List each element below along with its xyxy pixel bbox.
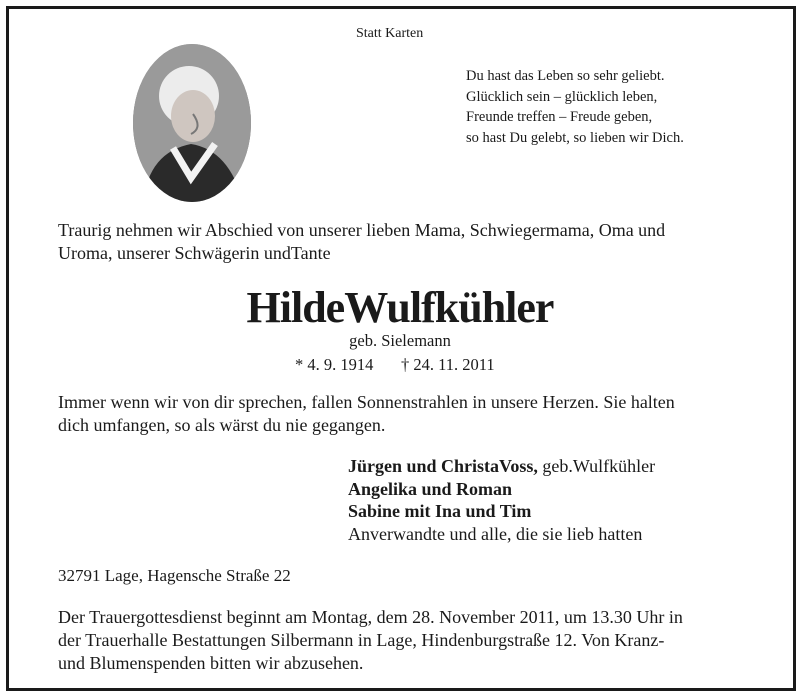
announcement-line: Uroma, unserer Schwägerin undTante <box>58 243 331 263</box>
service-line: der Trauerhalle Bestattungen Silbermann in Lage, Hindenburgstraße 12. Von Kranz- <box>58 630 665 650</box>
address: 32791 Lage, Hagensche Straße 22 <box>58 566 291 585</box>
quote-paragraph <box>58 391 748 437</box>
service-line: Der Trauergottesdienst beginnt am Montag, dem 28. November 2011, um 13.30 Uhr in <box>58 607 683 627</box>
portrait-illustration <box>133 44 251 202</box>
mourner-row <box>348 455 655 478</box>
intro-text: Statt Karten <box>356 26 424 41</box>
poem-line: Glücklich sein – glücklich leben, <box>466 88 658 105</box>
poem-line: Du hast das Leben so sehr geliebt. <box>466 68 665 84</box>
portrait-photo <box>133 44 251 202</box>
birth-name: geb. Sielemann <box>349 331 451 350</box>
poem-line: so hast Du gelebt, so lieben wir Dich. <box>466 129 684 146</box>
announcement-paragraph <box>58 219 748 265</box>
mourner-row: Angelika und Roman <box>348 478 513 499</box>
quote-line: dich umfangen, so als wärst du nie gegangen. <box>58 415 386 435</box>
death-date: † 24. 11. 2011 <box>401 355 495 374</box>
mourner-names: Jürgen und ChristaVoss, <box>348 456 538 476</box>
mourners-list <box>348 455 655 545</box>
poem-block <box>466 66 684 148</box>
quote-line: Immer wenn wir von dir sprechen, fallen Sonnenstrahlen in unsere Herzen. Sie halten <box>58 392 675 412</box>
birth-date: * 4. 9. 1914 <box>295 355 374 374</box>
mourner-row: Anverwandte und alle, die sie lieb hatten <box>348 523 643 544</box>
service-paragraph <box>58 606 748 675</box>
mourner-row: Sabine mit Ina und Tim <box>348 501 532 521</box>
poem-line: Freunde treffen – Freude geben, <box>466 109 653 125</box>
announcement-line: Traurig nehmen wir Abschied von unserer lieben Mama, Schwiegermama, Oma und <box>58 220 666 240</box>
deceased-name: HildeWulfkühler <box>246 283 554 332</box>
mourner-note: geb.Wulfkühler <box>537 456 656 476</box>
service-line: und Blumenspenden bitten wir abzusehen. <box>58 653 364 673</box>
